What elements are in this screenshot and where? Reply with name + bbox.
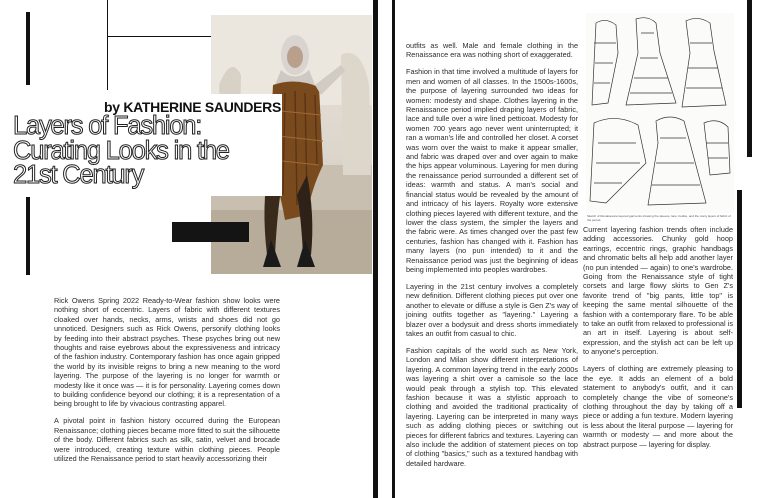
left-edge-bar-lower [26,197,30,275]
center-bar-right [392,0,395,498]
title-line: Curating Looks in the [13,136,229,165]
divider-line [107,0,108,90]
paragraph: Fashion capitals of the world such as New York, London and Milan show different interpretations of layering. A common layering trend in the early 2000s was layering a shirt over a camisole so the lace would peak through a stylish top. This elevated fashion because it was a stylistic approach to clothing and avoided the traditional practicality of layering. Layering can be interpreted in many ways such as adding clothing pieces or switching out pieces for different fabrics and textures. Layering can also include the addition of statement pieces on top of clothing "basics," such as a textured handbag with detailed hardware. [406,345,578,468]
figure-caption: Sketch of Renaissance layered garments showing the sleeves, lace, bodice, and the many layers of fabric of the period. [587,214,731,222]
paragraph: Current layering fashion trends often include adding accessories. Chunky gold hoop earrings, eccentric rings, graphic handbags and chromatic belts all help add another layer (no pun intended — again) to one's wardrobe. Going from the Renaissance style of tight corsets and large flowy skirts to Gen Z's favorite trend of "big pants, little top" is keeping the same mental silhouette of the fashion with a contemporary flare. To be able to take an outfit from relaxed to professional is an art in itself. Layering is about self-expression, and the stylish act can be left up to anyone's perception. [583,225,733,357]
paragraph: Rick Owens Spring 2022 Ready-to-Wear fashion show looks were nothing short of eccentric. Layers of fabric with different textures cloaked over hands, necks, arms, wrists and shoes did not go unnoticed. Designers such as Rick Owens, personify clothing looks by feeding into their abstract psyches. These psyches bring out new thoughts and raise eyebrows about the expressiveness and intricacy of the fashion industry. Contemporary fashion has once again gripped the world by its invisible reigns to bring a new meaning to the word layering. The purpose of the layering is no longer for warmth or modesty like it once was — it is for personality. Layering comes down to building confidence beyond our clothing; it is a representation of a being brought to life by vivacious contrasting apparel. [54,296,280,409]
renaissance-sketch-figure [586,13,734,213]
article-column-3 [583,225,733,457]
right-edge-bar-lower [737,190,742,408]
article-column-1 [54,296,280,471]
title-line: Layers of Fashion: [13,112,202,140]
left-edge-bar [26,12,30,85]
decorative-block [172,222,249,242]
paragraph: outfits as well. Male and female clothing in the Renaissance era was nothing short of exaggerated. [406,41,578,60]
paragraph: Layers of clothing are extremely pleasing to the eye. It adds an element of a bold statement to anybody's outfit, and it can completely change the vibe of someone's clothing throughout the day by taking off a piece or adding a fun texture. Modern layering is less about the literal purpose — layering for warmth or modesty — and more about the abstract purpose — layering for display. [583,364,733,449]
paragraph: Fashion in that time involved a multitude of layers for men and women of all classes. In the 1500s-1600s, the purpose of layering surrounded two ideas for women: modesty and shape. Clothes layering in the Renaissance period implied draping layers of fabric, lace and tulle over a wire lined petticoat. Modesty for women 700 years ago never went uninterrupted; it ran a woman's life and controlled her closet. A corset was worn over the waist to make it appear smaller, and fabric was draped over and over again to make the hips appear voluminous. Layering for men during the renaissance period surrounded a different set of ideas: warmth and status. A man's social and financial status would be revealed by the amount of and intricacy of his layers. Royalty wore extensive clothing pieces layered with different texture, and the lower the class system, the simpler the layers and the fabric were. As times changed over the past few centuries, fashion has changed with it. Fashion has many layers (no pun intended) to it and the Renaissance period was just the beginning of ideas being implemented into peoples wardrobes. [406,67,578,274]
article-column-2 [406,41,578,476]
center-bar [373,0,378,498]
byline: by KATHERINE SAUNDERS [104,99,282,115]
divider-line [107,36,211,37]
title-line: 21st Century [13,161,144,189]
right-edge-bar [747,0,752,157]
page-title [13,114,229,188]
paragraph: A pivotal point in fashion history occurred during the European Renaissance; clothing pieces became more fitted to suit the silhouette of the body. Different fabrics such as silk, satin, velvet and brocade were introduced, creating texture within clothing pieces. People utilized the Renaissance period to start heavily accessorizing their [54,416,280,464]
paragraph: Layering in the 21st century involves a completely new definition. Different clothing pieces put over one another to elevate or diffuse a style is Gen Z's way of joining outfits together as "layering." Layering a blazer over a bodysuit and dress shorts immediately takes an outfit from casual to chic. [406,281,578,338]
